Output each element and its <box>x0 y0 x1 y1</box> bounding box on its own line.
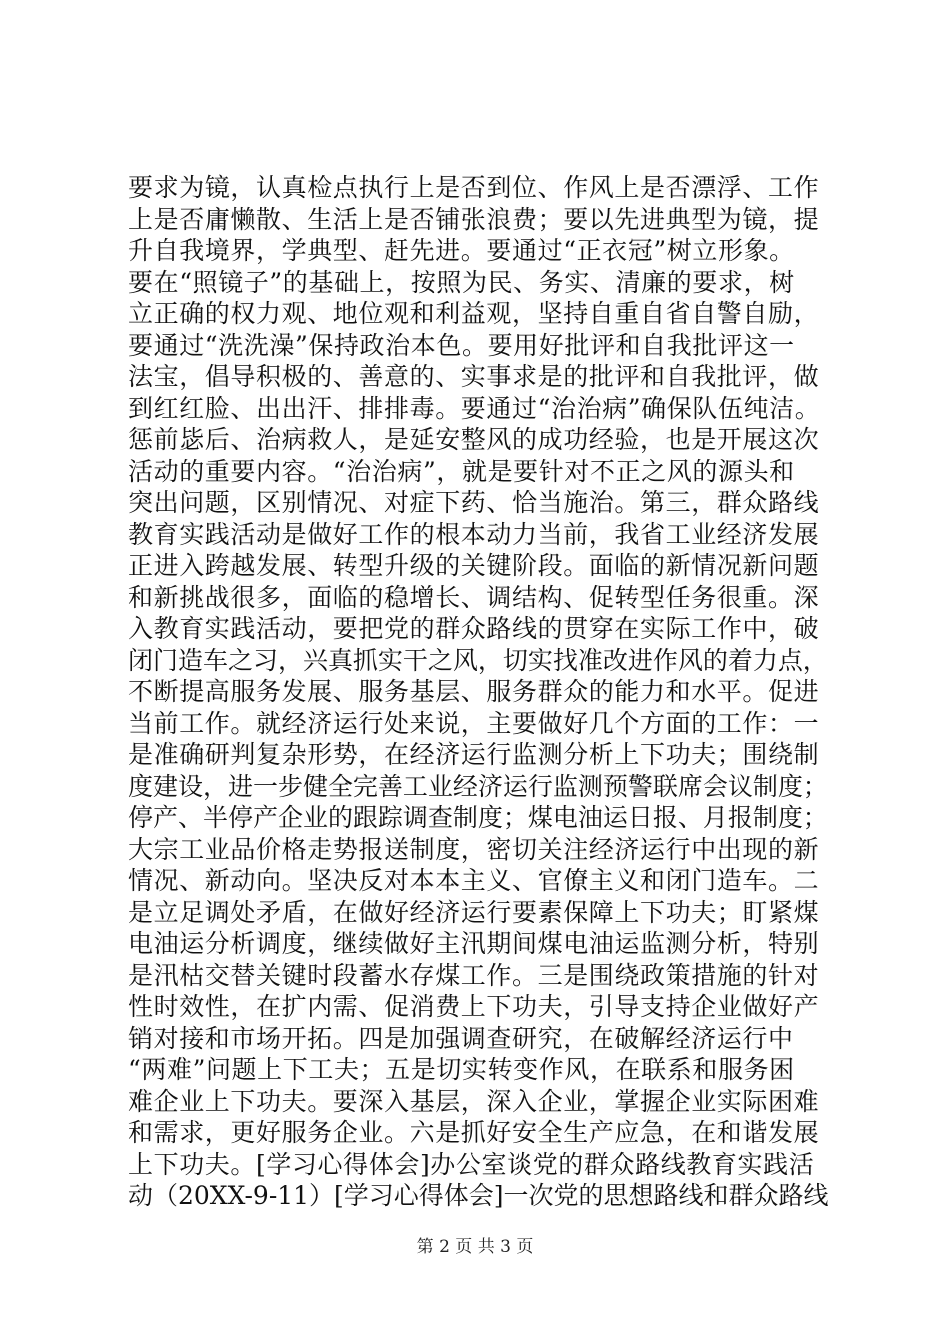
text-line: “两难”问题上下工夫；五是切实转变作风，在联系和服务困 <box>128 1055 795 1084</box>
text-line: 是立足调处矛盾，在做好经济运行要素保障上下功夫；盯紧煤 <box>128 897 820 927</box>
text-line: 上是否庸懒散、生活上是否铺张浪费；要以先进典型为镜，提 <box>128 204 820 234</box>
text-line: 上下功夫。[学习心得体会]办公室谈党的群众路线教育实践活 <box>128 1149 815 1179</box>
text-line: 要求为镜，认真检点执行上是否到位、作风上是否漂浮、工作 <box>128 173 820 202</box>
text-line: 立正确的权力观、地位观和利益观，坚持自重自省自警自励， <box>128 299 820 328</box>
text-line: 大宗工业品价格走势报送制度，密切关注经济运行中出现的新 <box>128 834 820 864</box>
body-text <box>128 172 828 1212</box>
text-line: 是汛枯交替关键时段蓄水存煤工作。三是围绕政策措施的针对 <box>128 960 820 990</box>
text-line: 要通过“洗洗澡”保持政治本色。要用好批评和自我批评这一 <box>128 330 795 360</box>
text-line: 动（20XX-9-11）[学习心得体会]一次党的思想路线和群众路线 <box>128 1181 829 1210</box>
text-line: 法宝，倡导积极的、善意的、实事求是的批评和自我批评，做 <box>128 362 820 391</box>
text-line: 突出问题，区别情况、对症下药、恰当施治。第三，群众路线 <box>128 488 820 517</box>
text-line: 升自我境界，学典型、赶先进。要通过“正衣冠”树立形象。 <box>128 236 795 265</box>
text-line: 闭门造车之习，兴真抓实干之风，切实找准改进作风的着力点， <box>128 645 828 675</box>
text-line: 性时效性，在扩内需、促消费上下功夫，引导支持企业做好产 <box>128 992 820 1021</box>
text-line: 活动的重要内容。“治治病”，就是要针对不正之风的源头和 <box>128 456 795 486</box>
text-line: 到红红脸、出出汗、排排毒。要通过“治治病”确保队伍纯洁。 <box>128 393 821 423</box>
text-line: 入教育实践活动，要把党的群众路线的贯穿在实际工作中，破 <box>128 614 820 643</box>
text-line: 当前工作。就经济运行处来说，主要做好几个方面的工作：一 <box>128 708 820 738</box>
text-line: 销对接和市场开拓。四是加强调查研究，在破解经济运行中 <box>128 1023 794 1053</box>
text-line: 是准确研判复杂形势，在经济运行监测分析上下功夫；围绕制 <box>128 740 820 769</box>
text-line: 要在“照镜子”的基础上，按照为民、务实、清廉的要求，树 <box>128 267 795 297</box>
text-line: 和需求，更好服务企业。六是抓好安全生产应急，在和谐发展 <box>128 1118 820 1147</box>
text-line: 情况、新动向。坚决反对本本主义、官僚主义和闭门造车。二 <box>128 866 820 895</box>
text-line: 和新挑战很多，面临的稳增长、调结构、促转型任务很重。深 <box>128 582 820 612</box>
text-line: 正进入跨越发展、转型升级的关键阶段。面临的新情况新问题 <box>128 551 820 580</box>
page-footer: 第 2 页 共 3 页 <box>416 1237 534 1257</box>
text-line: 度建设，进一步健全完善工业经济运行监测预警联席会议制度； <box>128 771 828 801</box>
text-line: 不断提高服务发展、服务基层、服务群众的能力和水平。促进 <box>128 677 820 706</box>
text-line: 难企业上下功夫。要深入基层，深入企业，掌握企业实际困难 <box>128 1086 820 1116</box>
text-line: 电油运分析调度，继续做好主汛期间煤电油运监测分析，特别 <box>128 929 820 958</box>
text-line: 惩前毖后、治病救人，是延安整风的成功经验，也是开展这次 <box>128 425 820 454</box>
text-line: 停产、半停产企业的跟踪调查制度；煤电油运日报、月报制度； <box>128 803 828 832</box>
text-line: 教育实践活动是做好工作的根本动力当前，我省工业经济发展 <box>128 519 820 549</box>
